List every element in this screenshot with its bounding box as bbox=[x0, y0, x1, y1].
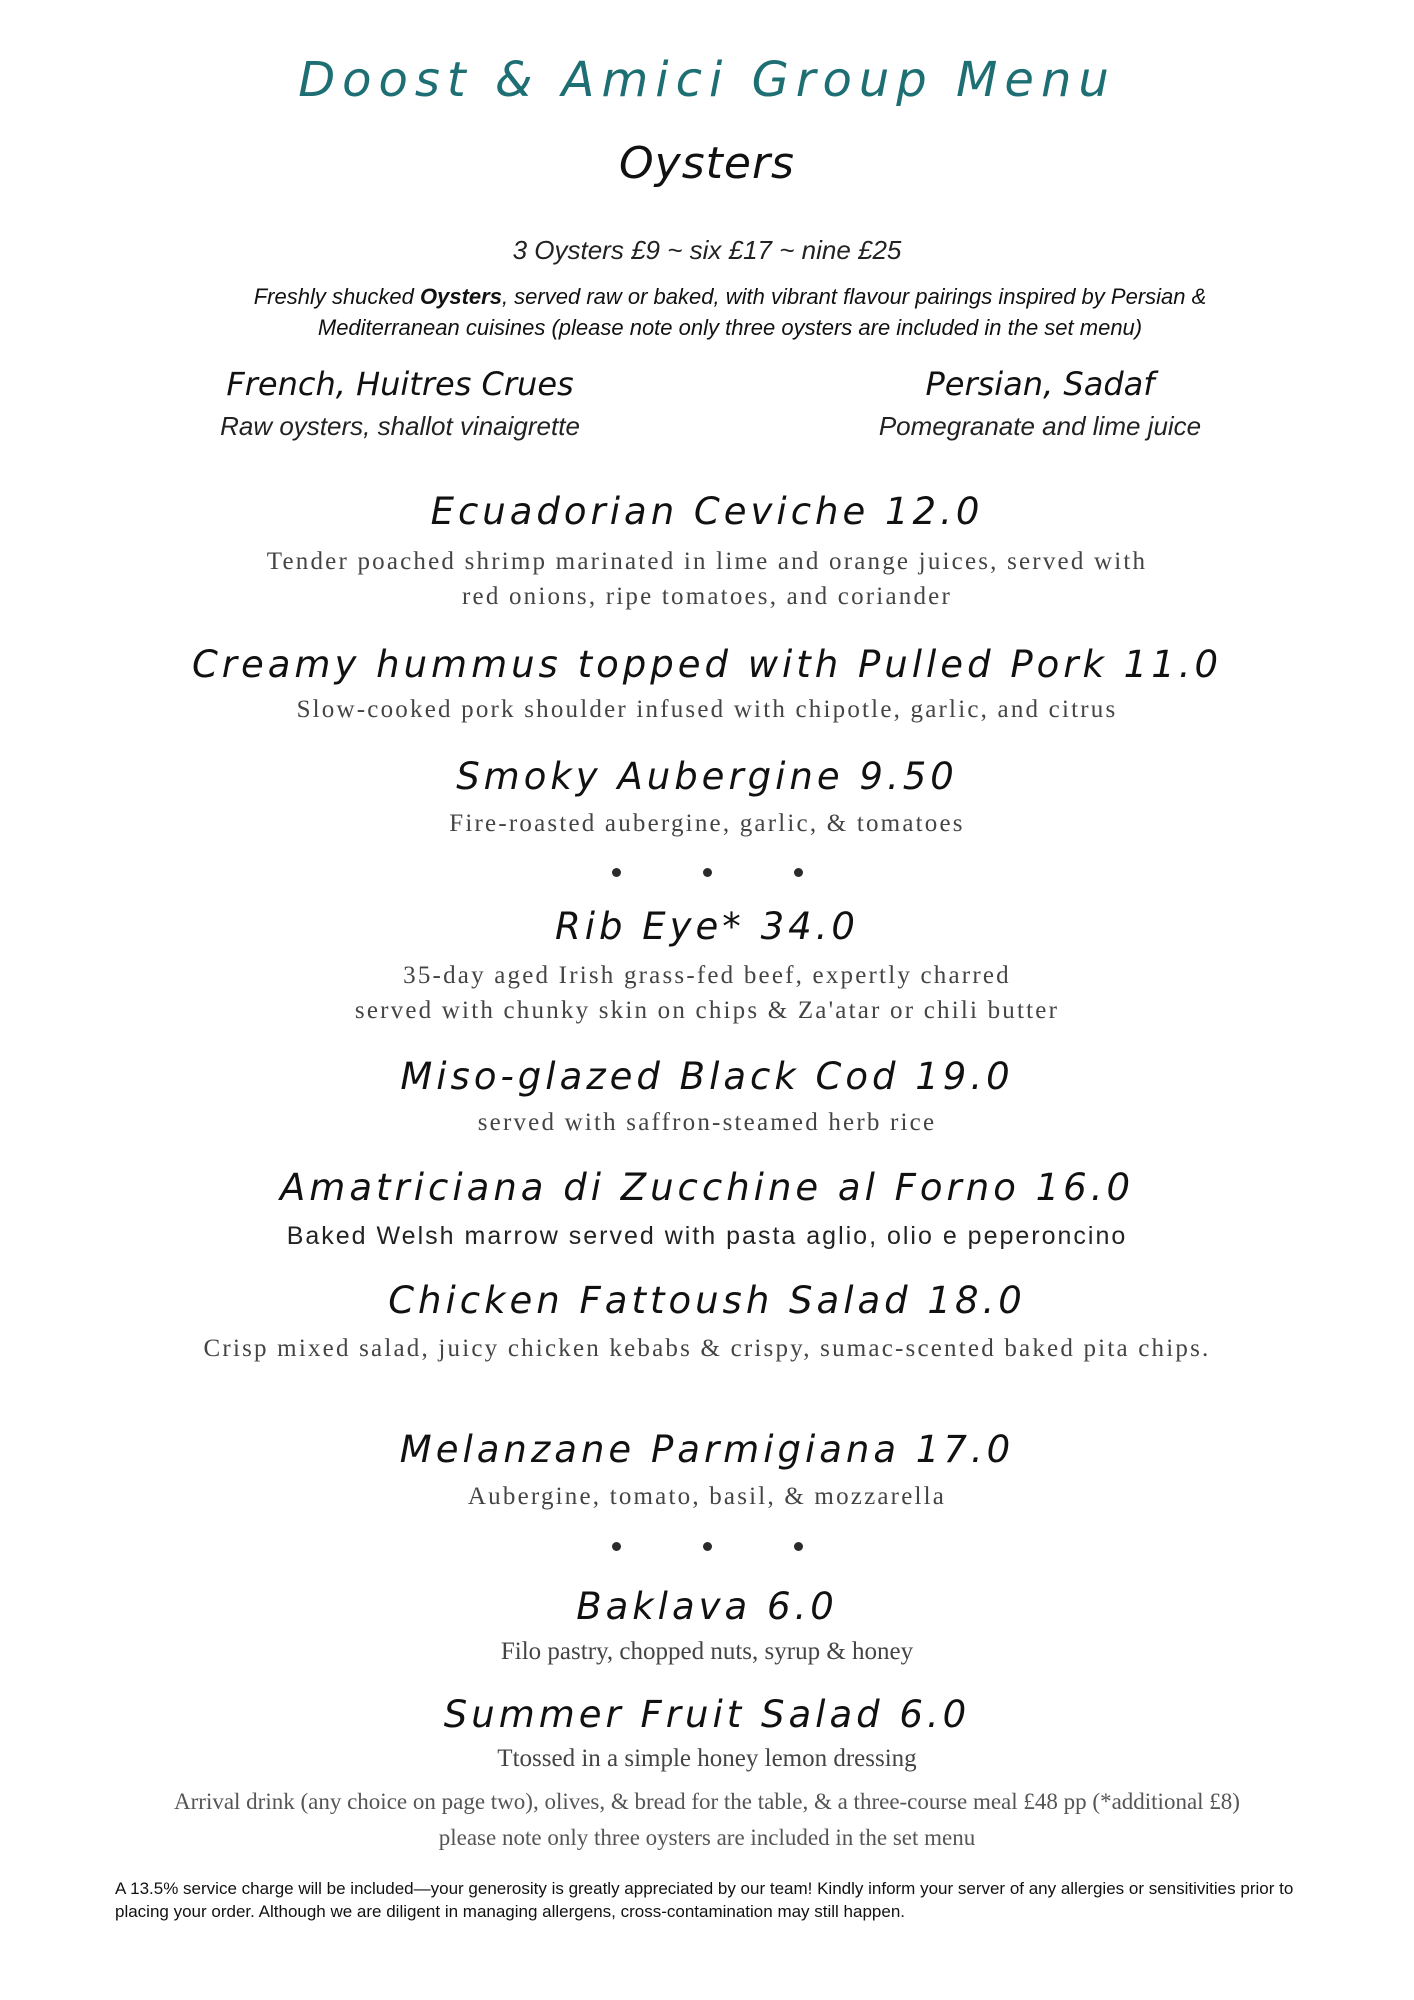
oyster-option-name: Persian, Sadaf bbox=[925, 365, 1155, 403]
section-heading-oysters: Oysters bbox=[619, 138, 795, 189]
dish-description: served with saffron-steamed herb rice bbox=[477, 1109, 937, 1136]
dish-name: Ecuadorian Ceviche 12.0 bbox=[430, 490, 984, 533]
separator-dot bbox=[794, 868, 803, 877]
dish-description: Tender poached shrimp marinated in lime and orange juices, served with bbox=[266, 548, 1148, 575]
dish-name: Creamy hummus topped with Pulled Pork 11.0 bbox=[191, 643, 1223, 686]
course-separator bbox=[0, 868, 1414, 877]
oyster-option-french bbox=[150, 365, 650, 442]
oyster-option-desc: Pomegranate and lime juice bbox=[878, 411, 1202, 441]
dish-description: 35-day aged Irish grass-fed beef, expertly charred bbox=[403, 962, 1011, 989]
separator-dot bbox=[703, 868, 712, 877]
dish-name: Chicken Fattoush Salad 18.0 bbox=[388, 1279, 1026, 1322]
dish-description: Crisp mixed salad, juicy chicken kebabs & crispy, sumac-scented baked pita chips. bbox=[203, 1335, 1211, 1362]
separator-dot bbox=[612, 1542, 621, 1551]
dish-name: Summer Fruit Salad 6.0 bbox=[443, 1693, 971, 1736]
oyster-option-persian bbox=[780, 365, 1300, 442]
oyster-desc-prefix: Freshly shucked bbox=[253, 284, 420, 309]
menu-title: Doost & Amici Group Menu bbox=[298, 52, 1116, 108]
dish-name: Miso-glazed Black Cod 19.0 bbox=[400, 1055, 1014, 1098]
dish-name: Melanzane Parmigiana 17.0 bbox=[399, 1428, 1015, 1471]
dish-name: Smoky Aubergine 9.50 bbox=[456, 755, 958, 798]
oyster-description bbox=[190, 281, 1270, 343]
dish-description: served with chunky skin on chips & Za'atar or chili butter bbox=[354, 997, 1060, 1024]
dish-description: Baked Welsh marrow served with pasta aglio, olio e peperoncino bbox=[286, 1222, 1128, 1250]
dish-description: Aubergine, tomato, basil, & mozzarella bbox=[467, 1483, 947, 1510]
dish-description: Slow-cooked pork shoulder infused with chipotle, garlic, and citrus bbox=[296, 696, 1118, 723]
oyster-desc-bold: Oysters bbox=[420, 284, 502, 309]
dish-name: Rib Eye* 34.0 bbox=[555, 905, 859, 948]
set-menu-note: please note only three oysters are included in the set menu bbox=[438, 1825, 976, 1850]
dish-description: Filo pastry, chopped nuts, syrup & honey bbox=[500, 1638, 914, 1665]
service-charge-note: A 13.5% service charge will be included—your generosity is greatly appreciated by our team! Kindly inform your server of any allergies or sensitivities prior to placing your order. Although we are diligent in managing allergens, cross-contamination may still happen. bbox=[115, 1879, 1294, 1921]
dish-description: red onions, ripe tomatoes, and coriander bbox=[462, 583, 952, 610]
dish-name: Baklava 6.0 bbox=[576, 1585, 838, 1628]
dish-description: Ttossed in a simple honey lemon dressing bbox=[497, 1745, 917, 1772]
separator-dot bbox=[612, 868, 621, 877]
oyster-desc-suffix: , served raw or baked, with vibrant flavour pairings inspired by Persian & Mediterranean cuisines (please note only three oysters are included in the set menu) bbox=[317, 284, 1207, 340]
separator-dot bbox=[703, 1542, 712, 1551]
set-menu-note: Arrival drink (any choice on page two), olives, & bread for the table, & a three-course meal £48 pp (*additional £8) bbox=[174, 1789, 1240, 1814]
course-separator bbox=[0, 1542, 1414, 1551]
separator-dot bbox=[794, 1542, 803, 1551]
dish-description: Fire-roasted aubergine, garlic, & tomatoes bbox=[449, 810, 965, 837]
oyster-price-line: 3 Oysters £9 ~ six £17 ~ nine £25 bbox=[512, 235, 902, 265]
dish-name: Amatriciana di Zucchine al Forno 16.0 bbox=[280, 1166, 1134, 1209]
oyster-option-desc: Raw oysters, shallot vinaigrette bbox=[220, 411, 580, 441]
oyster-option-name: French, Huitres Crues bbox=[226, 365, 574, 403]
